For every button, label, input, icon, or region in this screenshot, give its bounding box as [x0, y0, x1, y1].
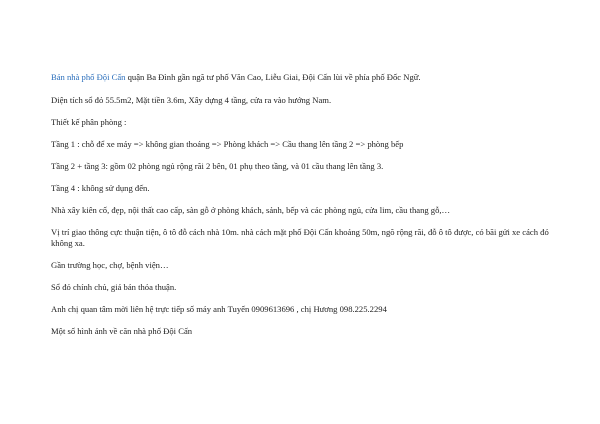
area-paragraph: Diện tích sổ đỏ 55.5m2, Mặt tiền 3.6m, Xây dựng 4 tầng, cửa ra vào hướng Nam. — [51, 95, 332, 105]
photos-paragraph: Một số hình ảnh về căn nhà phố Đội Cấn — [51, 326, 193, 336]
title-link[interactable]: Bán nhà phố Đội Cấn — [51, 72, 126, 82]
nearby-paragraph: Gần trường học, chợ, bệnh viện… — [51, 260, 169, 270]
floor23-paragraph: Tầng 2 + tầng 3: gồm 02 phòng ngủ rộng rãi 2 bên, 01 phụ theo tầng, và 01 cầu thang lên tầng 3. — [51, 161, 384, 171]
layout-heading: Thiết kế phân phòng : — [51, 117, 127, 127]
contact-paragraph: Anh chị quan tâm mời liên hệ trực tiếp số máy anh Tuyến 0909613696 , chị Hương 098.225.2294 — [51, 304, 387, 314]
intro-paragraph — [51, 72, 561, 83]
intro-text: quận Ba Đình gần ngã tư phố Văn Cao, Liễu Giai, Đội Cấn lùi về phía phố Đốc Ngữ. — [125, 72, 421, 82]
location-paragraph: Vị trí giao thông cực thuận tiện, ô tô đỗ cách nhà 10m. nhà cách mặt phố Đội Cấn khoảng 50m, ngõ rộng rãi, đỗ ô tô được, có bãi gửi xe cách đó không xa. — [51, 227, 549, 248]
floor4-paragraph: Tầng 4 : không sử dụng đến. — [51, 183, 150, 193]
document-body — [51, 72, 561, 337]
interior-paragraph: Nhà xây kiên cố, đẹp, nội thất cao cấp, sàn gỗ ở phòng khách, sảnh, bếp và các phòng ngủ, cửa lim, cầu thang gỗ,… — [51, 205, 451, 215]
ownership-paragraph: Sổ đỏ chính chủ, giá bán thỏa thuận. — [51, 282, 177, 292]
floor1-paragraph: Tầng 1 : chỗ để xe máy => không gian thoáng => Phòng khách => Cầu thang lên tầng 2 => phòng bếp — [51, 139, 404, 149]
